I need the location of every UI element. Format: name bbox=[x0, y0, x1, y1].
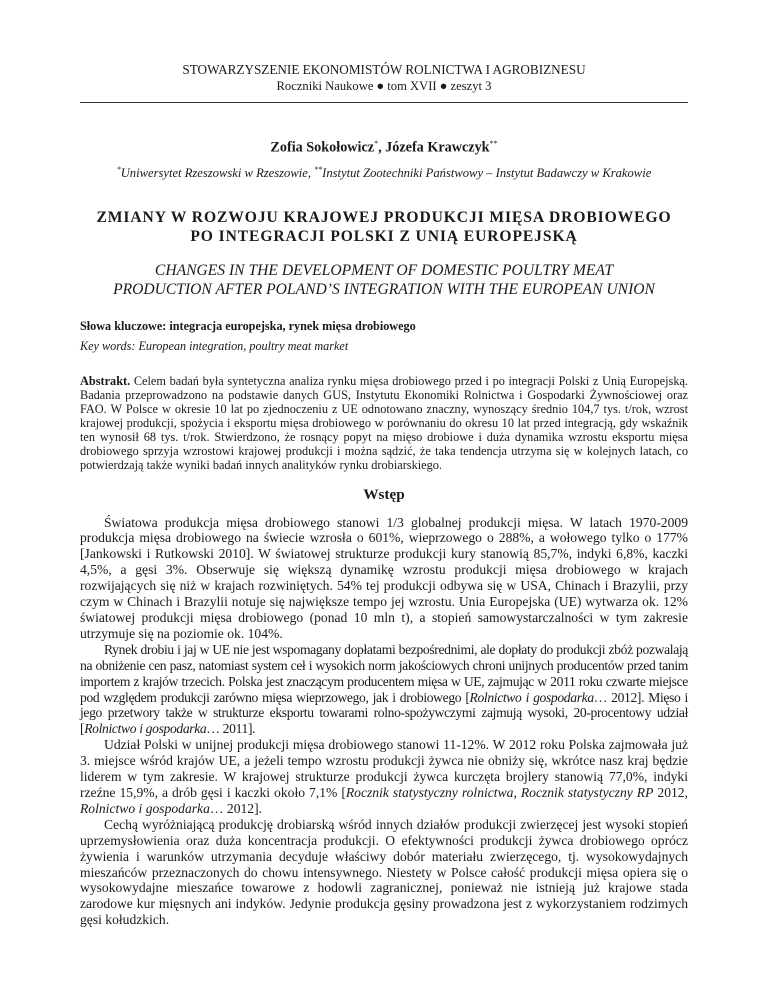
citation: Rolnictwo i gospodarka bbox=[84, 721, 207, 737]
paragraph: Światowa produkcja mięsa drobiowego stanowi 1/3 globalnej produkcji mięsa. W latach 1970-2009 produkcja mięsa drobiowego na świecie wzrosła o 601%, wieprzowego o 288%, a wołowego tylko o 177% [Jankowski i Rutkowski 2010]. W światowej strukturze produkcji kury stanowią 85,7%, indyki 6,8%, kaczki 4,5%, a gęsi 3%. Obserwuje się większą dynamikę wzrostu produkcji mięsa drobiowego w krajach rozwijających się niż w krajach rozwiniętych. 54% tej produkcji odbywa się w USA, Chinach i Brazylii, przy czym w Chinach i Brazylii notuje się największe tempo jej wzrostu. Unia Europejska (UE) wytwarza ok. 12% światowej produkcji mięsa drobiowego (ponad 10 mln t), a stopień samowystarczalności w tym zakresie utrzymuje się na poziomie ok. 104%. bbox=[80, 514, 688, 641]
title-english-line: PRODUCTION AFTER POLAND’S INTEGRATION WITH THE EUROPEAN UNION bbox=[113, 280, 655, 298]
paragraph: Udział Polski w unijnej produkcji mięsa drobiowego stanowi 11-12%. W 2012 roku Polska zajmowała już 3. miejsce wśród krajów UE, a jeżeli tempo wzrostu produkcji żywca nie obniży się, wkrótce nasz kraj będzie liderem w tym zakresie. W krajowej strukturze produkcji żywca kurczęta brojlery stanowią 77,0%, indyki rzeźne 15,9%, a drób gęsi i kaczki około 7,1% [Rocznik statystyczny rolnictwa, Rocznik statystyczny RP 2012, Rolnictwo i gospodarka… 2012]. bbox=[80, 737, 688, 816]
title-polish-line: ZMIANY W ROZWOJU KRAJOWEJ PRODUKCJI MIĘSA DROBIOWEGO bbox=[96, 208, 672, 226]
affiliations-line bbox=[80, 165, 688, 181]
affiliation-institution: Instytut Zootechniki Państwowy – Instytut Badawczy w Krakowie bbox=[322, 165, 652, 180]
body-text bbox=[80, 515, 688, 929]
citation: Rolnictwo i gospodarka bbox=[80, 800, 210, 816]
author-name: Zofia Sokołowicz bbox=[270, 139, 375, 156]
section-heading: Wstęp bbox=[363, 485, 405, 503]
journal-issue-info: Roczniki Naukowe ● tom XVII ● zeszyt 3 bbox=[276, 79, 492, 93]
affiliation-mark: ** bbox=[314, 164, 323, 174]
title-english bbox=[80, 261, 688, 299]
affiliation-mark: * bbox=[116, 164, 121, 174]
keywords-english: Key words: European integration, poultry meat market bbox=[80, 338, 349, 353]
abstract-label: Abstrakt. bbox=[80, 373, 131, 388]
affiliation-institution: Uniwersytet Rzeszowski w Rzeszowie, bbox=[120, 165, 315, 180]
abstract bbox=[80, 374, 688, 473]
author-name: Józefa Krawczyk bbox=[385, 139, 490, 156]
journal-header bbox=[80, 62, 688, 94]
author-separator: , bbox=[378, 139, 386, 156]
journal-page bbox=[80, 0, 688, 928]
paragraph: Rynek drobiu i jaj w UE nie jest wspomagany dopłatami bezpośrednimi, ale dopłaty do produkcji zbóż pozwalają na obniżenie cen pasz, natomiast system ceł i wysokich norm jakościowych chroni unijnych producentów przed tanim importem z krajów trzecich. Polska jest znaczącym producentem mięsa w UE, zajmując w 2011 roku czwarte miejsce pod względem produkcji zarówno mięsa wieprzowego, jak i drobiowego [Rolnictwo i gospodarka… 2012]. Mięso i jego przetwory także w strukturze eksportu towarami rolno-spożywczymi zajmują wysoki, 20-procentowy udział [Rolnictwo i gospodarka… 2011]. bbox=[80, 641, 688, 737]
title-polish bbox=[80, 208, 688, 246]
keywords-polish: Słowa kluczowe: integracja europejska, rynek mięsa drobiowego bbox=[80, 318, 416, 333]
keywords-block bbox=[80, 316, 688, 356]
journal-society-name: STOWARZYSZENIE EKONOMISTÓW ROLNICTWA I AGROBIZNESU bbox=[182, 62, 586, 77]
citation: Rocznik statystyczny rolnictwa, Rocznik statystyczny RP bbox=[345, 784, 654, 800]
affiliation-mark: ** bbox=[489, 139, 498, 148]
paragraph: Cechą wyróżniającą produkcję drobiarską wśród innych działów produkcji zwierzęcej jest wysoki stopień uprzemysłowienia oraz duża koncentracja produkcji. O efektywności produkcji żywca drobiowego oprócz żywienia i warunków utrzymania decyduje właściwy dobór materiału zwierzęcego, tj. wysokowydajnych mieszańców przeznaczonych do chowu intensywnego. Niestety w Polsce całość produkcji mięsa opiera się o wysokowydajne mieszańce towarowe z hodowli zagranicznej, ponieważ nie istnieją już krajowe stada zarodowe kur mięsnych ani indyków. Jedynie produkcja gęsiny prowadzona jest z wykorzystaniem rodzimych gęsi kołudzkich. bbox=[80, 816, 688, 928]
affiliation-mark: * bbox=[374, 139, 379, 148]
citation: Rolnictwo i gospodarka bbox=[469, 689, 594, 705]
title-english-line: CHANGES IN THE DEVELOPMENT OF DOMESTIC POULTRY MEAT bbox=[154, 261, 614, 279]
title-polish-line: PO INTEGRACJI POLSKI Z UNIĄ EUROPEJSKĄ bbox=[190, 227, 578, 245]
header-divider bbox=[80, 102, 688, 103]
authors-line bbox=[80, 139, 688, 157]
abstract-text: Celem badań była syntetyczna analiza rynku mięsa drobiowego przed i po integracji Polski z Unią Europejską. Badania przeprowadzono na podstawie danych GUS, Instytutu Ekonomiki Rolnictwa i Gospodarki Żywnościowej oraz FAO. W Polsce w okresie 10 lat po zjednoczeniu z UE odnotowano znaczny, wynoszący średnio 104,7 tys. t/rok, wzrost krajowej produkcji, spożycia i eksportu mięsa drobiowego w porównaniu do okresu 10 lat przed integracją, gdy wskaźnik ten wynosił 68 tys. t/rok. Stwierdzono, że rosnący popyt na mięso drobiowe i duża dynamika wzrostu eksportu mięsa drobiowego sprzyja wzrostowi krajowej produkcji i można sądzić, że taka tendencja utrzyma się w kolejnych latach, co potwierdzają także wyniki badań innych analityków rynku drobiarskiego. bbox=[80, 373, 688, 473]
